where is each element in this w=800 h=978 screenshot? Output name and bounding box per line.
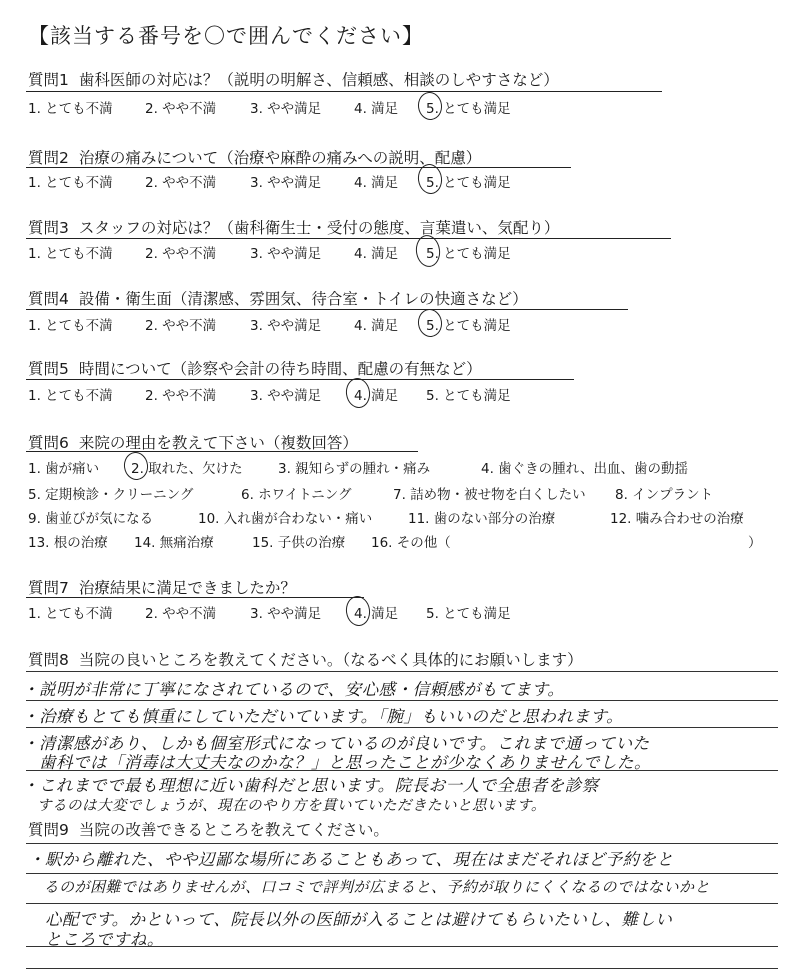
q6-option-8[interactable]: 8. インプラント [615,487,714,503]
q6-option-7[interactable]: 7. 詰め物・被せ物を白くしたい [393,487,586,503]
question-6-text: 来院の理由を教えて下さい（複数回答） [78,434,358,452]
question-3-title [28,216,559,238]
question-4-title [28,287,528,309]
q6-option-10[interactable]: 10. 入れ歯が合わない・痛い [198,511,373,527]
q6-option-15[interactable]: 15. 子供の治療 [252,535,346,551]
q5-option-5[interactable]: 5. とても満足 [426,388,511,404]
q6-option-9[interactable]: 9. 歯並びが気になる [28,511,154,527]
q8-rule-2 [26,700,778,701]
question-1-number: 質問1 [28,71,69,89]
q7-answer-circle [344,594,372,627]
q7-option-3[interactable]: 3. やや満足 [250,606,322,622]
q8-answer-line-4: 歯科では「消毒は大丈夫なのかな？」と思ったことが少なくありませんでした。 [22,753,651,772]
question-6-underline [26,451,418,452]
q1-option-5[interactable]: 5. とても満足 [426,101,511,117]
q9-rule-4 [26,946,778,947]
question-8-number: 質問8 [28,651,69,669]
q9-rule-1 [26,843,778,844]
q8-rule-3 [26,727,778,728]
q9-answer-line-2: るのが困難ではありませんが、口コミで評判が広まると、予約が取りにくくなるのではないかと [28,878,711,896]
q5-option-2[interactable]: 2. やや不満 [145,388,217,404]
q3-option-2[interactable]: 2. やや不満 [145,246,217,262]
q3-option-4[interactable]: 4. 満足 [354,246,399,262]
question-8-title [28,648,583,670]
q1-option-1[interactable]: 1. とても不満 [28,101,113,117]
q7-option-1[interactable]: 1. とても不満 [28,606,113,622]
question-3-text: スタッフの対応は？（歯科衛生士・受付の態度、言葉遣い、気配り） [78,219,560,237]
q9-answer-line-1: ・駅から離れた、やや辺鄙な場所にあることもあって、現在はまだそれほど予約をと [28,850,674,869]
q7-option-4[interactable]: 4. 満足 [354,606,399,622]
q6-option-11[interactable]: 11. 歯のない部分の治療 [408,511,556,527]
question-9-title [28,818,389,840]
q2-option-3[interactable]: 3. やや満足 [250,175,322,191]
question-3-number: 質問3 [28,219,69,237]
q5-option-3[interactable]: 3. やや満足 [250,388,322,404]
question-4-text: 設備・衛生面（清潔感、雰囲気、待合室・トイレの快適さなど） [78,290,528,308]
q3-option-1[interactable]: 1. とても不満 [28,246,113,262]
q8-answer-line-6: するのは大変でしょうが、現在のやり方を貫いていただきたいと思います。 [22,798,546,814]
q4-option-1[interactable]: 1. とても不満 [28,318,113,334]
question-6-number: 質問6 [28,434,69,452]
q6-option-2[interactable]: 2. 取れた、欠けた [131,461,243,477]
q2-option-1[interactable]: 1. とても不満 [28,175,113,191]
q6-option-16[interactable]: 16. その他（ [371,535,451,551]
q6-option-6[interactable]: 6. ホワイトニング [241,487,352,503]
q2-option-2[interactable]: 2. やや不満 [145,175,217,191]
q6-option-13[interactable]: 13. 根の治療 [28,535,108,551]
instruction-heading: 【該当する番号を〇で囲んでください】 [28,24,424,48]
question-5-underline [26,379,574,380]
q7-option-2[interactable]: 2. やや不満 [145,606,217,622]
question-8-text: 当院の良いところを教えてください。（なるべく具体的にお願いします） [78,651,583,669]
question-3-underline [26,238,671,239]
q5-answer-circle [344,376,372,409]
q8-rule-1 [26,671,778,672]
q8-answer-line-3: ・清潔感があり、しかも個室形式になっているのが良いです。これまで通っていた [22,734,650,753]
question-1-title [28,68,559,90]
q2-option-5[interactable]: 5. とても満足 [426,175,511,191]
question-7-text: 治療結果に満足できましたか？ [78,579,296,597]
q4-option-2[interactable]: 2. やや不満 [145,318,217,334]
q5-option-1[interactable]: 1. とても不満 [28,388,113,404]
question-4-underline [26,309,628,310]
q6-option-4[interactable]: 4. 歯ぐきの腫れ、出血、歯の動揺 [481,461,688,477]
question-5-text: 時間について（診察や会計の待ち時間、配慮の有無など） [78,360,482,378]
q6-other-close: ） [748,535,762,551]
question-1-text: 歯科医師の対応は？（説明の明解さ、信頼感、相談のしやすさなど） [78,71,559,89]
q9-rule-5 [26,968,778,969]
question-9-number: 質問9 [28,821,69,839]
q1-option-3[interactable]: 3. やや満足 [250,101,322,117]
question-4-number: 質問4 [28,290,69,308]
question-7-title [28,576,296,598]
q6-option-14[interactable]: 14. 無痛治療 [134,535,214,551]
q2-option-4[interactable]: 4. 満足 [354,175,399,191]
q1-option-4[interactable]: 4. 満足 [354,101,399,117]
question-2-title [28,146,481,168]
q9-rule-2 [26,873,778,874]
question-5-number: 質問5 [28,360,69,378]
question-7-number: 質問7 [28,579,69,597]
question-5-title [28,357,482,379]
q3-option-5[interactable]: 5. とても満足 [426,246,511,262]
q9-answer-line-3: 心配です。かといって、院長以外の医師が入ることは避けてもらいたいし、難しい [28,910,673,929]
question-7-underline [26,597,364,598]
q9-rule-3 [26,903,778,904]
q4-option-4[interactable]: 4. 満足 [354,318,399,334]
q4-option-5[interactable]: 5. とても満足 [426,318,511,334]
q6-option-1[interactable]: 1. 歯が痛い [28,461,100,477]
q4-option-3[interactable]: 3. やや満足 [250,318,322,334]
q8-answer-line-5: ・これまでで最も理想に近い歯科だと思います。院長お一人で全患者を診察 [22,776,599,795]
q6-option-12[interactable]: 12. 噛み合わせの治療 [610,511,744,527]
q7-option-5[interactable]: 5. とても満足 [426,606,511,622]
question-6-title [28,431,358,453]
q8-rule-4 [26,770,778,771]
q8-answer-line-2: ・治療もとても慎重にしていただいています。「腕」もいいのだと思われます。 [22,707,624,726]
q5-option-4[interactable]: 4. 満足 [354,388,399,404]
question-1-underline [26,91,662,92]
q6-option-3[interactable]: 3. 親知らずの腫れ・痛み [278,461,431,477]
question-2-number: 質問2 [28,149,69,167]
question-2-underline [26,167,571,168]
q6-option-5[interactable]: 5. 定期検診・クリーニング [28,487,194,503]
question-2-text: 治療の痛みについて（治療や麻酔の痛みへの説明、配慮） [78,149,482,167]
q3-option-3[interactable]: 3. やや満足 [250,246,322,262]
q8-answer-line-1: ・説明が非常に丁寧になされているので、安心感・信頼感がもてます。 [22,680,565,699]
q1-option-2[interactable]: 2. やや不満 [145,101,217,117]
q9-answer-line-4: ところですね。 [28,930,164,949]
question-9-text: 当院の改善できるところを教えてください。 [78,821,389,839]
